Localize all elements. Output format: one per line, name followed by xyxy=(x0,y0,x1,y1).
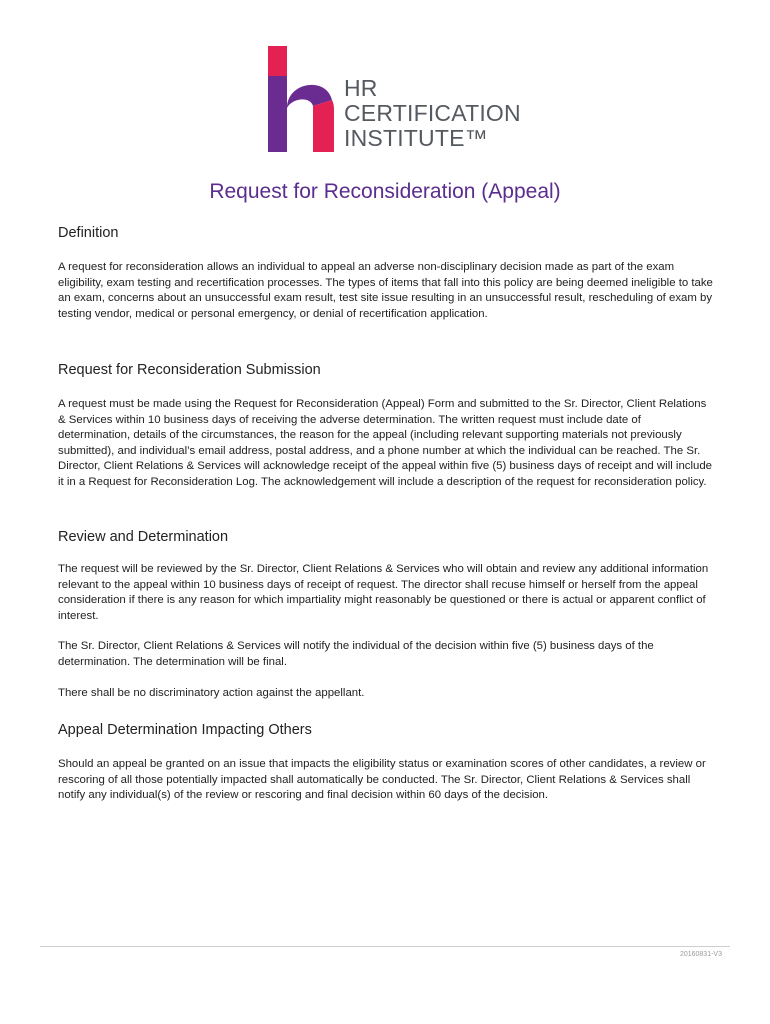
hrci-logo xyxy=(268,46,558,156)
review-paragraph-1: The request will be reviewed by the Sr. Director, Client Relations & Services who will obtain and review any additional information relevant to the appeal within 10 business days of receipt of request. The director shall recuse himself or herself from the appeal consideration if there is any reason for which impartiality might reasonably be questioned or there is actual or apparent conflict of interest. xyxy=(58,563,709,622)
section-heading-impacting-others: Appeal Determination Impacting Others xyxy=(58,722,312,738)
logo-wordmark xyxy=(344,76,521,151)
review-paragraph-3: There shall be no discriminatory action against the appellant. xyxy=(58,687,365,699)
document-version-code: 20160831-V3 xyxy=(679,951,722,958)
hrci-h-mark-icon xyxy=(268,46,340,152)
logo-line-certification: CERTIFICATION xyxy=(344,100,521,126)
page-title: Request for Reconsideration (Appeal) xyxy=(209,180,561,203)
logo-line-institute: INSTITUTE™ xyxy=(344,125,488,151)
review-paragraph-2: The Sr. Director, Client Relations & Services will notify the individual of the decision within five (5) business days of the determination. The determination will be final. xyxy=(58,640,654,668)
section-heading-definition: Definition xyxy=(58,225,119,241)
logo-line-hr: HR xyxy=(344,75,378,101)
impacting-others-paragraph: Should an appeal be granted on an issue that impacts the eligibility status or examination scores of other candidates, a review or rescoring of all those potentially impacted shall automatically be conducted. The Sr. Director, Client Relations & Services shall notify any individual(s) of the review or rescoring and final decision within 60 days of the decision. xyxy=(58,758,706,802)
definition-paragraph: A request for reconsideration allows an individual to appeal an adverse non-disciplinary decision made as part of the exam eligibility, exam testing and recertification processes. The types of items that fall into this policy are being deemed ineligible to take an exam, concerns about an unsuccessful exam result, test site issue resulting in an unsuccessful result, rescheduling of exam by testing vendor, medical or personal emergency, or denial of recertification application. xyxy=(58,261,713,320)
submission-paragraph: A request must be made using the Request for Reconsideration (Appeal) Form and submitted to the Sr. Director, Client Relations & Services within 10 business days of receiving the adverse determination. The written request must include date of determination, details of the circumstances, the reason for the appeal (including relevant supporting materials not previously submitted), and individual’s email address, postal address, and a phone number at which the individual can be reached. The Sr. Director, Client Relations & Services will acknowledge receipt of the appeal within five (5) business days of receipt and will include it in a Request for Reconsideration Log. The acknowledgement will include a description of the request for reconsideration policy. xyxy=(58,398,713,488)
section-heading-submission: Request for Reconsideration Submission xyxy=(58,362,321,378)
footer-divider xyxy=(40,946,730,947)
section-heading-review: Review and Determination xyxy=(58,529,229,545)
